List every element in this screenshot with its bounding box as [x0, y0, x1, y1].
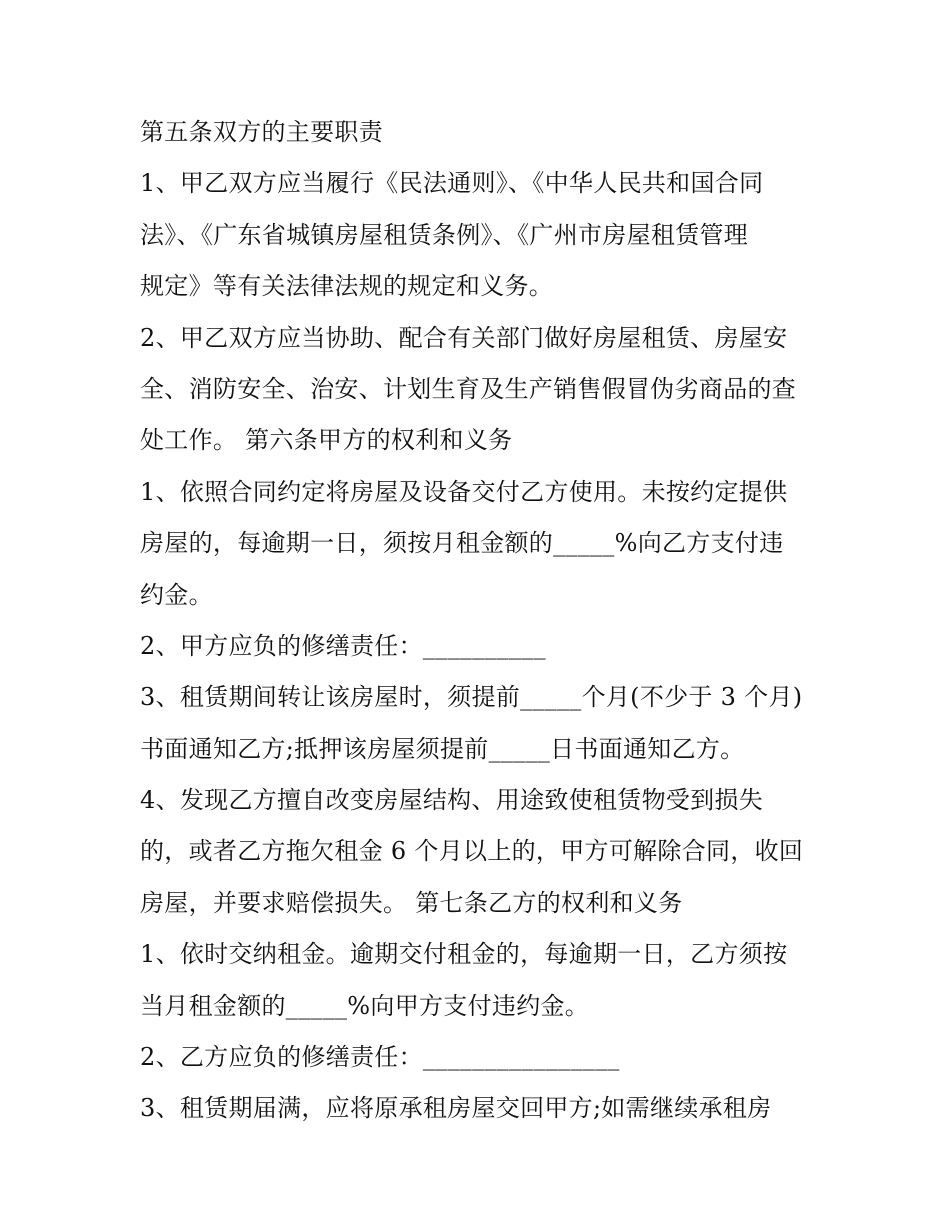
text-line: 书面通知乙方;抵押该房屋须提前_____日书面通知乙方。	[140, 734, 745, 763]
text-line: 1、依时交纳租金。逾期交付租金的，每逾期一日，乙方须按	[140, 940, 788, 969]
text-line: 当月租金额的_____%向甲方支付违约金。	[140, 991, 590, 1020]
text-line: 法》、《广东省城镇房屋租赁条例》、《广州市房屋租赁管理	[140, 220, 749, 249]
text-line: 4、发现乙方擅自改变房屋结构、用途致使租赁物受到损失	[140, 786, 764, 815]
document-body	[140, 107, 820, 1135]
text-line: 2、乙方应负的修缮责任：________________	[140, 1043, 620, 1072]
text-line: 约金。	[140, 580, 213, 609]
text-line: 1、依照合同约定将房屋及设备交付乙方使用。未按约定提供	[140, 477, 788, 506]
text-line: 3、租赁期间转让该房屋时，须提前_____个月(不少于 3 个月)	[140, 683, 803, 712]
text-line: 的，或者乙方拖欠租金 6 个月以上的，甲方可解除合同，收回	[140, 837, 804, 866]
text-line: 2、甲乙双方应当协助、配合有关部门做好房屋租赁、房屋安	[140, 323, 788, 352]
text-line: 全、消防安全、治安、计划生育及生产销售假冒伪劣商品的查	[140, 374, 797, 403]
text-line: 房屋的，每逾期一日，须按月租金额的_____%向乙方支付违	[140, 529, 784, 558]
text-line: 处工作。 第六条甲方的权利和义务	[140, 426, 513, 455]
text-line: 2、甲方应负的修缮责任：__________	[140, 631, 546, 660]
text-line: 规定》等有关法律法规的规定和义务。	[140, 272, 554, 301]
section-heading-5: 第五条双方的主要职责	[140, 118, 383, 146]
text-line: 1、甲乙双方应当履行《民法通则》、《中华人民共和国合同	[140, 169, 764, 198]
text-line: 3、租赁期届满，应将原承租房屋交回甲方;如需继续承租房	[140, 1094, 772, 1123]
text-line: 房屋，并要求赔偿损失。 第七条乙方的权利和义务	[140, 888, 683, 917]
